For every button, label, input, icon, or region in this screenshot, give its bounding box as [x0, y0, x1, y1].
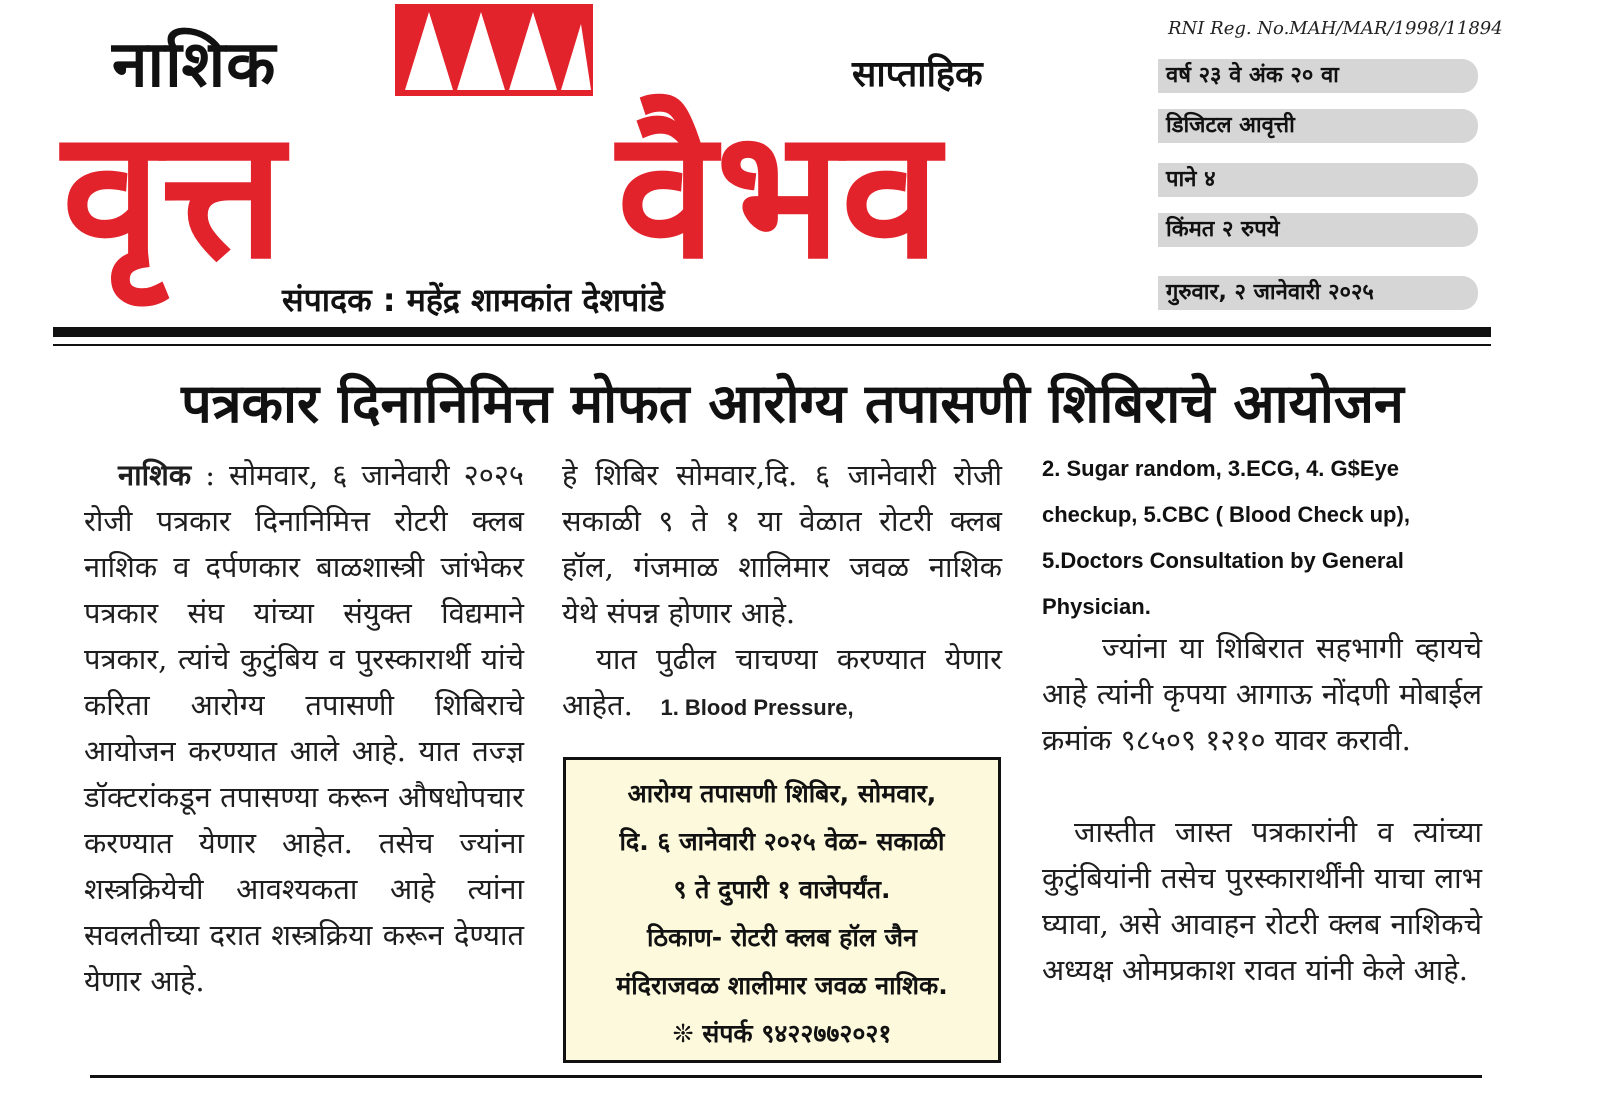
- camp-notice-box: [563, 757, 1001, 1063]
- article-column-1: [84, 452, 524, 1004]
- test-list-start: 1. Blood Pressure,: [660, 695, 854, 720]
- notice-line: ठिकाण- रोटरी क्लब हॉल जैन: [647, 923, 917, 952]
- info-price: किंमत २ रुपये: [1158, 213, 1478, 247]
- notice-line: दि. ६ जानेवारी २०२५ वेळ- सकाळी: [619, 827, 945, 856]
- masthead-frequency: साप्ताहिक: [852, 54, 983, 95]
- column-2-para-2-text: यात पुढील चाचण्या करण्यात येणार आहेत.: [562, 642, 1002, 722]
- info-edition: डिजिटल आवृत्ती: [1158, 109, 1478, 143]
- rni-number: RNI Reg. No.MAH/MAR/1998/11894: [1168, 18, 1503, 39]
- footer-rule: [90, 1075, 1482, 1078]
- info-pages: पाने ४: [1158, 163, 1478, 197]
- notice-line: मंदिराजवळ शालीमार जवळ नाशिक.: [616, 971, 948, 1000]
- dateline: नाशिक: [118, 458, 192, 492]
- article-headline: पत्रकार दिनानिमित्त मोफत आरोग्य तपासणी शिबिराचे आयोजन: [181, 372, 1404, 435]
- info-date: गुरुवार, २ जानेवारी २०२५: [1158, 276, 1478, 310]
- article-column-3-para-2: जास्तीत जास्त पत्रकारांनी व त्यांच्या कुटुंबियांनी तसेच पुरस्कारार्थींनी याचा लाभ घ्यावा, असे आवाहन रोटरी क्लब नाशिकचे अध्यक्ष ओमप्रकाश रावत यांनी केले आहे.: [1042, 815, 1482, 987]
- article-column-3-para-1: ज्यांना या शिबिरात सहभागी व्हायचे आहे त्यांनी कृपया आगाऊ नोंदणी मोबाईल क्रमांक ९८५०९ १२१० यावर करावी.: [1042, 631, 1482, 757]
- column-1-text: : सोमवार, ६ जानेवारी २०२५ रोजी पत्रकार दिनानिमित्त रोटरी क्लब नाशिक व दर्पणकार बाळशास्त्री जांभेकर पत्रकार संघ यांच्या संयुक्त विद्यमाने पत्रकार, त्यांचे कुटुंबिय व पुरस्कारार्थी यांचे करिता आरोग्य तपासणी शिबिराचे आयोजन करण्यात आले आहे. यात तज्ज्ञ डॉक्टरांकडून तपासण्या करून औषधोपचार करण्यात येणार आहेत. तसेच ज्यांना शस्त्रक्रियेची आवश्यकता आहे त्यांना सवलतीच्या दरात शस्त्रक्रिया करून देण्यात येणार आहे.: [84, 458, 524, 998]
- masthead-rule-thin: [53, 344, 1491, 346]
- masthead-city: नाशिक: [112, 28, 277, 102]
- test-list: 2. Sugar random, 3.ECG, 4. G$Eye checkup, 5.CBC ( Blood Check up), 5.Doctors Consultation by General Physician.: [1042, 456, 1410, 619]
- notice-line: आरोग्य तपासणी शिबिर, सोमवार,: [627, 779, 937, 808]
- masthead-title-word1: वृत्त: [62, 91, 284, 298]
- notice-line: ९ ते दुपारी १ वाजेपर्यंत.: [673, 875, 891, 904]
- masthead-editor: संपादक : महेंद्र शामकांत देशपांडे: [282, 281, 665, 319]
- notice-contact: ❊ संपर्क ९४२२७७२०२१: [672, 1019, 892, 1048]
- masthead-title-word2: वैभव: [617, 91, 941, 298]
- info-issue: वर्ष २३ वे अंक २० वा: [1158, 59, 1478, 93]
- masthead-rule-thick: [53, 327, 1491, 337]
- article-column-2-para-2: [562, 636, 1002, 731]
- article-column-2-para-1: हे शिबिर सोमवार,दि. ६ जानेवारी रोजी सकाळी ९ ते १ या वेळात रोटरी क्लब हॉल, गंजमाळ शालिमार जवळ नाशिक येथे संपन्न होणार आहे.: [562, 458, 1002, 630]
